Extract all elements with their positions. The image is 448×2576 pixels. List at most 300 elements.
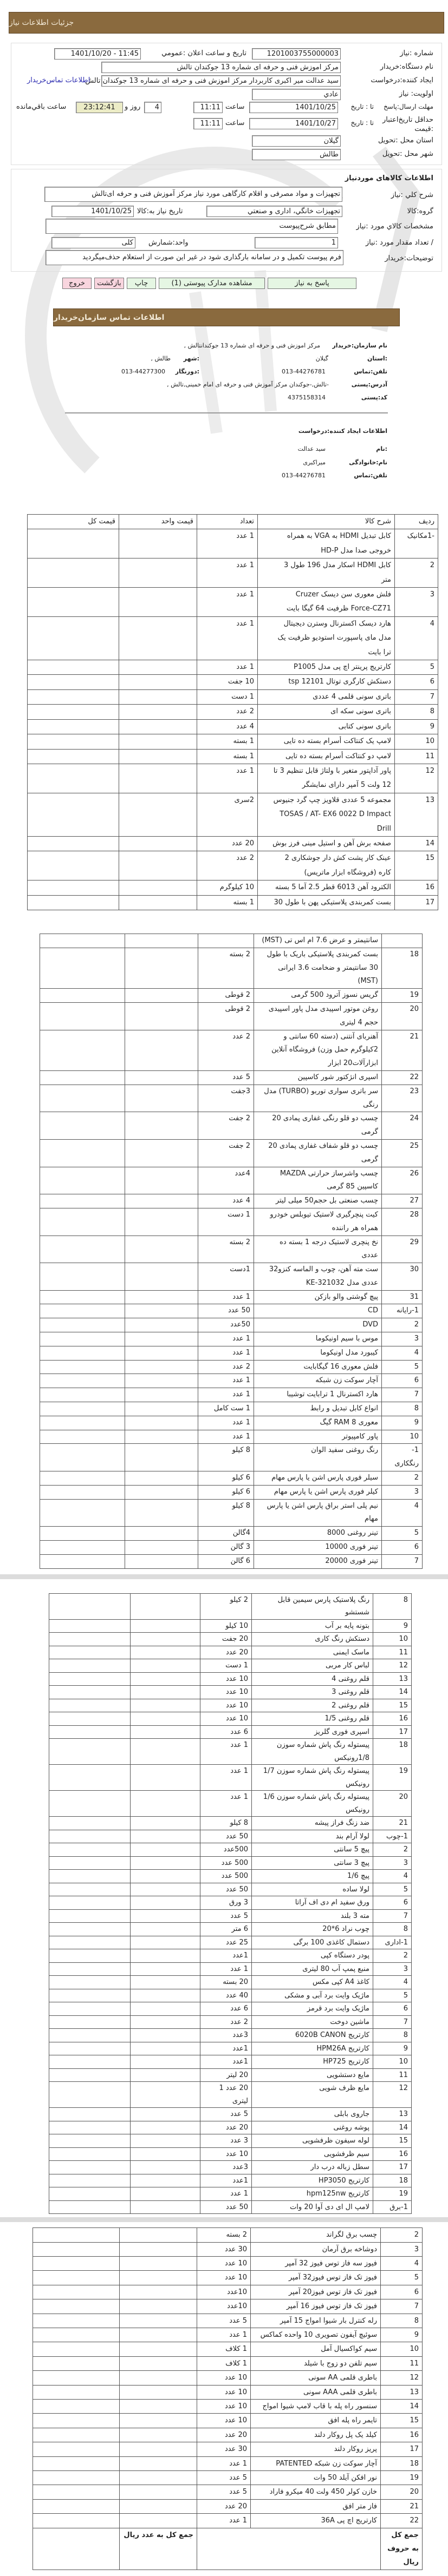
item-description-cell: فلش معوری 16 گیگابایت: [254, 1360, 382, 1374]
unit-price-cell: [119, 588, 197, 617]
org-name-value: مرکز اموزش فنی و حرفه ای شماره 13 جوکندانتالش ,: [184, 342, 320, 349]
exit-button[interactable]: خروج: [62, 278, 92, 289]
back-button[interactable]: بازگشت: [94, 278, 124, 289]
header-total-price: قیمت کل: [28, 515, 119, 529]
quantity-cell: 20 عدد: [197, 836, 258, 851]
unit-price-cell: [125, 1194, 198, 1208]
table-row: [40, 1304, 423, 1318]
table-row: [33, 2256, 423, 2270]
total-price-cell: [40, 1374, 125, 1388]
total-price-cell: [40, 1263, 125, 1291]
total-price-cell: [49, 2108, 131, 2121]
total-price-cell: [33, 2514, 120, 2528]
table-row: [49, 2121, 412, 2134]
table-row: [33, 2299, 423, 2314]
item-description-cell: چسب دو قلو شفاف غفاری پمادی 20 گرمی: [254, 1139, 382, 1167]
table-row: [49, 1659, 412, 1673]
table-row: [49, 1646, 412, 1659]
quantity-cell: 2 عدد: [197, 705, 258, 719]
unit-price-cell: [120, 2228, 197, 2242]
quantity-cell: 3 ورق: [200, 1896, 252, 1910]
row-number-cell: 14: [381, 2400, 423, 2414]
item-description-cell: انواع کابل تبدیل و رابط: [254, 1402, 382, 1416]
goods-group-label: گروه:کالا: [407, 207, 433, 215]
total-price-cell: [40, 1360, 125, 1374]
item-description-cell: لامپ ال ای دی آوا 20 وات: [252, 2200, 373, 2214]
unit-price-cell: [125, 1499, 198, 1527]
creator-name-value: سید عدالت: [297, 445, 326, 452]
row-number-cell: 2: [395, 558, 438, 588]
row-number-cell: 7: [382, 1554, 423, 1568]
table-row: [28, 529, 438, 558]
row-number-cell: 6: [382, 1374, 423, 1388]
table-row: [49, 2029, 412, 2042]
unit-price-cell: [125, 1304, 198, 1318]
unit-price-cell: [131, 1989, 200, 2002]
quantity-cell: 6 گالن: [198, 1554, 254, 1568]
item-description-cell: ماژیک وایت برد آبی و مشکی: [252, 1989, 373, 2002]
item-description-cell: پوشه روغنی: [252, 2121, 373, 2134]
row-number-cell: 20: [373, 1791, 412, 1817]
announce-date-label: تاریخ و ساعت اعلان :عمومي: [161, 49, 246, 57]
item-description-cell: هارد اکسترنال 1 ترابایت توشیبا: [254, 1388, 382, 1402]
print-button[interactable]: چاپ: [127, 278, 156, 289]
row-number-cell: 15: [381, 2414, 423, 2428]
total-price-cell: [40, 1471, 125, 1486]
unit-price-cell: [125, 1236, 198, 1263]
total-price-cell: [33, 2271, 120, 2285]
row-number-cell: 8: [381, 2314, 423, 2328]
table-row: [40, 1070, 423, 1085]
item-description-cell: دستمال کاغذی 100 برگی: [252, 1936, 373, 1949]
total-price-cell: [49, 2068, 131, 2082]
total-price-cell: [28, 616, 119, 660]
unit-price-cell: [131, 1909, 200, 1923]
item-description-cell: سوئیچ آیفون تصویری 10 واحده کماکس: [251, 2328, 381, 2342]
row-number-cell: 13: [381, 2385, 423, 2399]
table-row: [49, 1843, 412, 1857]
row-number-cell: -1مکانیک: [395, 529, 438, 558]
quantity-cell: 500عدد: [200, 1843, 252, 1857]
quantity-label: / تعداد مقدار مورد :نیاز: [365, 239, 433, 247]
row-number-cell: 20: [382, 1002, 423, 1030]
item-description-cell: تینر روغنی 8000: [254, 1527, 382, 1541]
unit-price-cell: [125, 1002, 198, 1030]
validity-to-date-label: تا : تاریخ: [350, 119, 374, 127]
quantity-cell: 5 عدد: [197, 2485, 251, 2499]
total-price-cell: [49, 1739, 131, 1765]
table-row: [28, 719, 438, 734]
unit-price-cell: [131, 2029, 200, 2042]
total-price-cell: [49, 2002, 131, 2016]
row-number-cell: 4: [373, 1976, 412, 1989]
table-row: [40, 948, 423, 988]
row-number-cell: 10: [395, 734, 438, 749]
total-price-cell: [49, 1672, 131, 1686]
total-price-cell: [49, 1725, 131, 1739]
quantity-cell: 20 عدد 1 لیتری: [200, 2082, 252, 2108]
unit-price-cell: [131, 1843, 200, 1857]
row-number-cell: 4: [382, 1499, 423, 1527]
quantity-cell: 10 عدد: [200, 1672, 252, 1686]
table-row: [49, 2055, 412, 2069]
row-number-cell: 29: [382, 1236, 423, 1263]
unit-price-cell: [131, 1633, 200, 1646]
unit-price-cell: [125, 1167, 198, 1194]
buyer-contact-link[interactable]: اطلاعات تماس‌خریدار: [27, 76, 90, 84]
quantity-cell: 1 عدد: [200, 2187, 252, 2201]
quantity-cell: 10 عدد: [197, 2385, 251, 2399]
quantity-cell: 2 بسته: [198, 1236, 254, 1263]
quantity-cell: 25 عدد: [200, 1936, 252, 1949]
unit-price-cell: [125, 1290, 198, 1304]
table-row: [28, 588, 438, 617]
validity-label: حداقل تاریخ‌اعتبار :قیمت: [382, 116, 433, 133]
unit-price-cell: [120, 2428, 197, 2442]
total-price-cell: [33, 2314, 120, 2328]
table-row: [49, 1765, 412, 1791]
validity-time-field: 11:11: [193, 118, 223, 129]
row-number-cell: 21: [373, 1817, 412, 1830]
quantity-cell: 3عدد: [200, 2161, 252, 2174]
total-price-cell: [33, 2456, 120, 2470]
unit-price-cell: [119, 719, 197, 734]
table-row: [40, 1085, 423, 1112]
quantity-cell: 1 عدد: [198, 1332, 254, 1346]
quantity-cell: 2 عدد: [198, 1030, 254, 1070]
total-price-cell: [40, 1499, 125, 1527]
table-row: [33, 2499, 423, 2513]
item-description-cell: ماشین دوخت: [252, 2015, 373, 2029]
row-number-cell: [382, 934, 423, 948]
unit-price-cell: [131, 1672, 200, 1686]
quantity-cell: 4 عدد: [197, 719, 258, 734]
quantity-cell: 8 کیلو: [200, 1817, 252, 1830]
item-description-cell: سطل زباله درب دار: [252, 2161, 373, 2174]
view-attachments-button[interactable]: مشاهده مدارک پیوستی (1): [159, 278, 265, 289]
total-price-cell: [40, 1541, 125, 1555]
row-number-cell: 1-اداری: [373, 1936, 412, 1949]
item-description-cell: کیلر فوری پارس اشن یا پارس مهام: [254, 1485, 382, 1499]
total-price-cell: [28, 836, 119, 851]
item-description-cell: بست کمربندی پلاستیکی باریک با طول 30 سانتیمتر و ضخامت 3.6 ایرانی (MST): [254, 948, 382, 988]
total-price-cell: [33, 2371, 120, 2385]
total-price-cell: [49, 1856, 131, 1870]
item-description-cell: صفحه برش آهن و استیل مینی فرز بوش: [258, 836, 395, 851]
postal-code-value: 4375158314: [288, 394, 326, 401]
table-row: [28, 660, 438, 675]
row-number-cell: 24: [382, 1112, 423, 1140]
table-row: [40, 1554, 423, 1568]
unit-price-cell: [120, 2242, 197, 2256]
province-label: :استان: [367, 355, 387, 362]
postal-code-label: کد:پستی: [361, 394, 387, 401]
table-row: [40, 1030, 423, 1070]
total-price-cell: [49, 1923, 131, 1936]
table-row: [40, 1430, 423, 1444]
row-number-cell: 15: [373, 2134, 412, 2148]
unit-price-cell: [125, 1416, 198, 1430]
quantity-cell: [198, 934, 254, 948]
unit-price-cell: [125, 1112, 198, 1140]
quantity-cell: 1 ست کامل: [198, 1402, 254, 1416]
total-price-cell: [49, 1936, 131, 1949]
unit-price-cell: [125, 1360, 198, 1374]
unit-price-cell: [120, 2285, 197, 2299]
total-price-cell: [40, 1554, 125, 1568]
table-row: [33, 2228, 423, 2242]
item-description-cell: ورق سفید ام دی اف آراتا: [252, 1896, 373, 1910]
table-row: [40, 1499, 423, 1527]
unit-price-cell: [119, 851, 197, 880]
row-number-cell: 10: [382, 1430, 423, 1444]
total-price-cell: [33, 2342, 120, 2356]
row-number-cell: 30: [382, 1263, 423, 1291]
row-number-cell: 7: [373, 2015, 412, 2029]
quantity-cell: 2 قوطی: [198, 1002, 254, 1030]
item-description-cell: کارتریج HPM26A: [252, 2042, 373, 2055]
quantity-cell: 20 بسته: [200, 1976, 252, 1989]
unit-price-cell: [125, 948, 198, 988]
total-price-cell: [49, 1830, 131, 1843]
creator-phone-label: تلفن:تماس: [354, 472, 387, 479]
unit-price-cell: [131, 2082, 200, 2108]
total-price-cell: [33, 2499, 120, 2513]
quantity-cell: 10 عدد: [200, 2147, 252, 2161]
item-description-cell: مجموعه 5 عددی قلاویز چپ گرد جنیوس TOSAS / AT- EX6 0022 D Impact Drill: [258, 793, 395, 836]
deadline-time-field: 11:11: [193, 102, 223, 113]
total-price-cell: [49, 1593, 131, 1619]
total-price-cell: [40, 1527, 125, 1541]
row-number-cell: 22: [381, 2514, 423, 2528]
unit-price-cell: [131, 2068, 200, 2082]
unit-price-cell: [120, 2328, 197, 2342]
total-price-cell: [49, 1962, 131, 1976]
unit-price-cell: [131, 2200, 200, 2214]
total-price-cell: [33, 2414, 120, 2428]
need-number-field: 1201003755000003: [252, 48, 341, 60]
table-row: [49, 1672, 412, 1686]
total-price-cell: [40, 1290, 125, 1304]
total-price-cell: [49, 2042, 131, 2055]
total-price-cell: [33, 2328, 120, 2342]
table-row: [40, 1167, 423, 1194]
row-number-cell: 11: [373, 2068, 412, 2082]
creator-info-title: اطلاعات ایجاد کننده:درخواست: [298, 428, 387, 435]
total-price-cell: [49, 2187, 131, 2201]
header-description: شرح کالا: [258, 515, 395, 529]
table-row: [28, 836, 438, 851]
quantity-cell: 1 عدد: [197, 660, 258, 675]
unit-price-cell: [119, 793, 197, 836]
table-row: [40, 934, 423, 948]
row-number-cell: 17: [395, 895, 438, 910]
table-row: [40, 1208, 423, 1236]
row-number-cell: 9: [373, 2042, 412, 2055]
quantity-cell: 8 کیلو: [198, 1444, 254, 1471]
quantity-cell: 8 کیلو: [198, 1499, 254, 1527]
quantity-cell: 4 عدد: [198, 1194, 254, 1208]
item-description-cell: نور افکن آیلد 50 وات: [251, 2471, 381, 2485]
item-description-cell: فیوز تک فاز توس فیوز 16 آمپر: [251, 2299, 381, 2314]
items-table-page-4: [33, 2227, 423, 2570]
header-unit-price: قیمت واحد: [119, 515, 197, 529]
unit-price-cell: [125, 1444, 198, 1471]
table-row: [33, 2385, 423, 2399]
goods-spec-field: مطابق شرح‌پیوست: [46, 219, 338, 234]
total-price-cell: [49, 1712, 131, 1726]
row-number-cell: 9: [373, 1619, 412, 1633]
row-number-cell: 13: [395, 793, 438, 836]
item-description-cell: آچار سوکت زن شبکه PATENTED: [251, 2456, 381, 2470]
quantity-cell: 2سری: [197, 793, 258, 836]
unit-label: واحد:شمارش: [148, 239, 189, 247]
row-number-cell: 13: [373, 1672, 412, 1686]
page-separator: [0, 2217, 448, 2222]
item-description-cell: لوله سیفون ظرفشویی: [252, 2134, 373, 2148]
quantity-cell: 5 عدد: [200, 1909, 252, 1923]
item-description-cell: فیوز تک فاز توس فیوز32 آمپر: [251, 2271, 381, 2285]
buyer-notes-label: توضیحات:خریدار: [385, 254, 433, 262]
item-description-cell: مایع ظرف شویی: [252, 2082, 373, 2108]
items-tables-area: [0, 514, 448, 2573]
unit-price-cell: [119, 895, 197, 910]
quantity-cell: 5 عدد: [197, 2471, 251, 2485]
unit-price-cell: [125, 1402, 198, 1416]
total-price-cell: [49, 1646, 131, 1659]
quantity-cell: 50 عدد: [200, 1830, 252, 1843]
unit-price-cell: [120, 2442, 197, 2456]
item-description-cell: کارتریج اچ پی 36A: [251, 2514, 381, 2528]
creator-phone-value: 013-44276781: [282, 472, 326, 479]
items-table-page-1: [27, 514, 438, 910]
total-price-cell: [49, 1909, 131, 1923]
quantity-cell: 1 عدد: [197, 529, 258, 558]
row-number-cell: 19: [381, 2471, 423, 2485]
unit-price-cell: [131, 2147, 200, 2161]
row-number-cell: 7: [381, 2299, 423, 2314]
table-row: [49, 2187, 412, 2201]
unit-price-cell: [120, 2471, 197, 2485]
deadline-to-date-label: تا : تاریخ: [350, 103, 374, 110]
item-description-cell: کارتریج HP3050: [252, 2174, 373, 2187]
table-row: [33, 2400, 423, 2414]
row-number-cell: 5: [382, 1360, 423, 1374]
item-description-cell: ماسک ایمنی: [252, 1646, 373, 1659]
total-price-cell: [33, 2299, 120, 2314]
total-price-cell: [49, 1989, 131, 2002]
unit-price-cell: [131, 2134, 200, 2148]
row-number-cell: 11: [373, 1646, 412, 1659]
creator-name-label: :نام: [376, 445, 387, 452]
row-number-cell: 5: [373, 1989, 412, 2002]
unit-price-cell: [131, 2108, 200, 2121]
table-row: [28, 764, 438, 793]
quantity-cell: 2 قوطی: [198, 989, 254, 1003]
item-description-cell: لولا ساده: [252, 1883, 373, 1896]
table-row: [49, 1791, 412, 1817]
item-description-cell: دستکش کارگری توتال tsp 12101: [258, 675, 395, 689]
unit-price-cell: [119, 734, 197, 749]
table-row: [28, 880, 438, 895]
table-row: [28, 558, 438, 588]
unit-price-cell: [119, 749, 197, 764]
quantity-cell: 6 عدد: [200, 1725, 252, 1739]
quantity-cell: 10 عدد: [200, 1712, 252, 1726]
table-row: [49, 2174, 412, 2187]
row-number-cell: 8: [382, 1402, 423, 1416]
row-number-cell: 16: [395, 880, 438, 895]
unit-price-cell: [131, 1659, 200, 1673]
quantity-cell: 1 عدد: [198, 1374, 254, 1388]
table-row: [40, 1471, 423, 1486]
total-price-cell: [49, 1870, 131, 1883]
quantity-cell: 1 بسته: [197, 734, 258, 749]
item-description-cell: منبع پمپ آب 80 لیتری: [252, 1962, 373, 1976]
creator-family-label: نام:خانوادگی: [349, 459, 387, 466]
item-description-cell: لباس کار مربی: [252, 1659, 373, 1673]
reply-button[interactable]: پاسخ به نیاز: [268, 278, 356, 289]
item-description-cell: سر باتری سواری توربو (TURBO) مدل رنگی: [254, 1085, 382, 1112]
total-price-cell: [40, 1346, 125, 1360]
item-description-cell: روغن موتور اسپیدی مدل پاور اسپیدی حجم 4 لیتری: [254, 1002, 382, 1030]
unit-price-cell: [119, 660, 197, 675]
row-number-cell: 11: [395, 749, 438, 764]
total-price-cell: [49, 2161, 131, 2174]
quantity-cell: 1 دست: [197, 689, 258, 704]
table-row: [49, 2161, 412, 2174]
total-price-cell: [49, 1976, 131, 1989]
row-number-cell: 26: [382, 1167, 423, 1194]
item-description-cell: چسب برق لگراند: [251, 2228, 381, 2242]
table-row: [40, 1485, 423, 1499]
quantity-cell: 30 عدد: [197, 2242, 251, 2256]
priority-field: عادي: [252, 89, 341, 100]
row-number-cell: 8: [373, 2029, 412, 2042]
row-number-cell: 4: [373, 1870, 412, 1883]
unit-price-cell: [120, 2342, 197, 2356]
unit-price-cell: [131, 1593, 200, 1619]
item-description-cell: اسپری فوری گلریز: [252, 1725, 373, 1739]
table-row: [49, 1712, 412, 1726]
unit-price-cell: [125, 989, 198, 1003]
table-row: [28, 734, 438, 749]
item-description-cell: قلم روغنی 4: [252, 1672, 373, 1686]
item-description-cell: چسب واشرساز حرارتی MAZDA کاسپین 85 گرمی: [254, 1167, 382, 1194]
table-row: [28, 851, 438, 880]
creator-family-value: میراکبری: [303, 459, 326, 466]
quantity-cell: 3 عدد: [200, 2134, 252, 2148]
row-number-cell: 10: [373, 1633, 412, 1646]
item-description-cell: سیلر فوری پارس اشن یا پارس مهام: [254, 1471, 382, 1486]
item-description-cell: فیوز سه فاز توس فیوز 32 آمپر: [251, 2256, 381, 2270]
row-number-cell: 16: [373, 1712, 412, 1726]
quantity-cell: 1 بسته: [197, 895, 258, 910]
row-number-cell: 18: [373, 1739, 412, 1765]
total-price-cell: [33, 2285, 120, 2299]
contact-section-title: اطلاعات تماس سازمان‌خریدار: [54, 313, 165, 322]
table-row: [49, 1739, 412, 1765]
quantity-cell: 1 عدد: [200, 1962, 252, 1976]
row-number-cell: 17: [381, 2442, 423, 2456]
row-number-cell: 16: [373, 2147, 412, 2161]
quantity-cell: 1 عدد: [200, 1739, 252, 1765]
need-date-field: 1401/10/25: [51, 206, 134, 217]
quantity-cell: 50 عدد: [200, 1883, 252, 1896]
item-description-cell: سانتیمتر و عرض 7.6 ام اس تی (MST): [254, 934, 382, 948]
unit-price-cell: [125, 1346, 198, 1360]
quantity-cell: 1 عدد: [197, 2328, 251, 2342]
